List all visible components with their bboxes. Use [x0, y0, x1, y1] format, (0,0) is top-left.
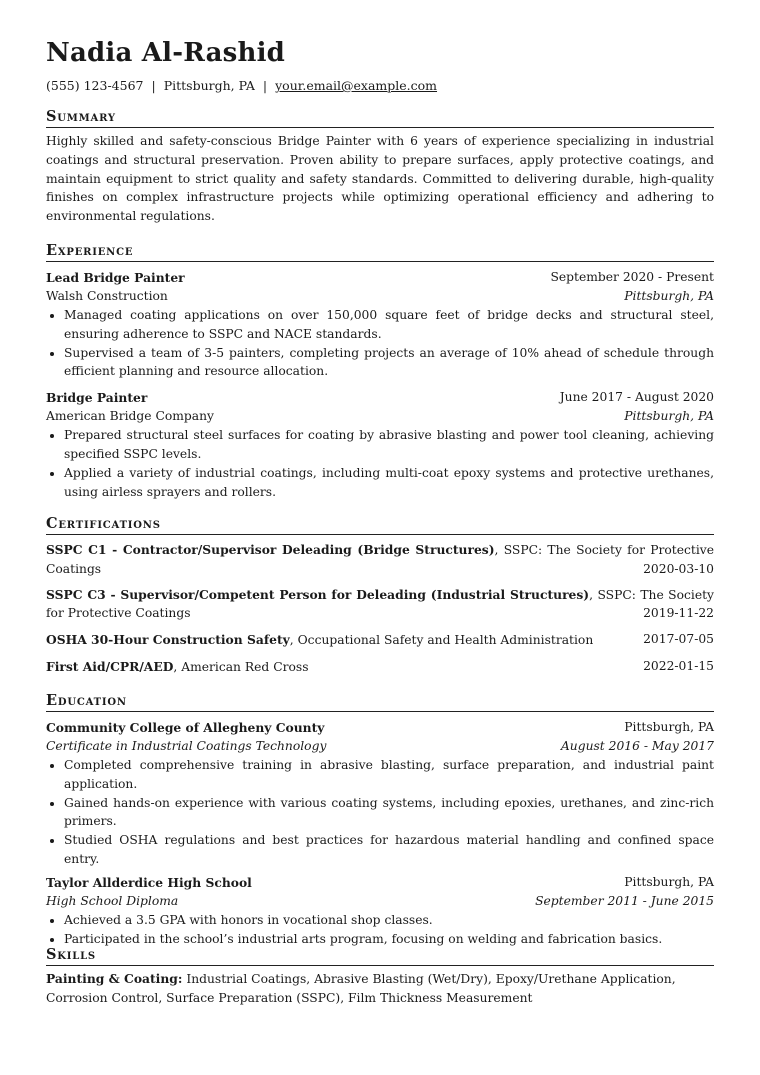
section-title: Skills	[46, 946, 714, 966]
phone: (555) 123-4567	[46, 78, 144, 93]
separator: |	[151, 78, 156, 93]
location: Pittsburgh, PA	[163, 78, 255, 93]
certification-issuer: , SSPC: The Society for Protective Coatings	[46, 587, 714, 621]
job-company: Walsh Construction	[46, 289, 168, 303]
education-dates: September 2011 - June 2015	[535, 893, 714, 908]
certification-name: SSPC C1 - Contractor/Supervisor Deleading (Bridge Structures)	[46, 542, 495, 557]
job-role: Bridge Painter	[46, 390, 148, 406]
certification-name: SSPC C3 - Supervisor/Competent Person for Deleading (Industrial Structures)	[46, 586, 590, 602]
separator: |	[262, 78, 268, 93]
school-name: Community College of Allegheny County	[46, 720, 325, 735]
education-section	[46, 692, 714, 948]
summary-section	[46, 108, 714, 226]
section-title: Experience	[46, 242, 714, 262]
job-company: American Bridge Company	[46, 409, 214, 424]
education-bullet: • Participated in the school’s industrial arts program, focusing on welding and fabrication basics.	[64, 930, 714, 949]
certification-issuer: , American Red Cross	[173, 660, 309, 675]
certifications-section	[46, 515, 714, 677]
education-entry	[46, 718, 714, 869]
job-bullet: • Managed coating applications on over 150,000 square feet of bridge decks and structural steel, ensuring adherence to SSPC and NACE standards.	[64, 306, 714, 344]
certification-name: First Aid/CPR/AED	[46, 659, 174, 675]
education-bullet: • Studied OSHA regulations and best practices for hazardous material handling and confined space entry.	[64, 831, 714, 869]
degree: High School Diploma	[46, 893, 179, 908]
skills-category: Painting & Coating:	[46, 971, 183, 986]
job-location: Pittsburgh, PA	[624, 409, 714, 424]
contact-line	[46, 78, 437, 93]
education-bullet: • Achieved a 3.5 GPA with honors in vocational shop classes.	[64, 911, 714, 930]
education-bullet: • Gained hands-on experience with various coating systems, including epoxies, urethanes, and zinc-rich primers.	[64, 794, 714, 832]
certification-issuer: , Occupational Safety and Health Administration	[289, 633, 594, 648]
job-bullet: • Prepared structural steel surfaces for coating by abrasive blasting and power tool cleaning, achieving specified SSPC levels.	[64, 426, 714, 464]
certification-date: 2019-11-22	[643, 606, 714, 621]
certification-item	[46, 630, 714, 650]
job-entry	[46, 268, 714, 381]
certification-date: 2022-01-15	[643, 659, 714, 674]
email-link[interactable]: your.email@example.com	[275, 78, 438, 93]
skills-line	[46, 970, 714, 1008]
job-entry	[46, 388, 714, 501]
job-dates: June 2017 - August 2020	[559, 390, 714, 405]
job-dates: September 2020 - Present	[550, 270, 714, 284]
section-title: Education	[46, 692, 714, 712]
job-location: Pittsburgh, PA	[624, 289, 714, 303]
certification-item	[46, 657, 714, 677]
skills-section	[46, 946, 714, 1008]
school-location: Pittsburgh, PA	[624, 874, 714, 889]
certification-date: 2020-03-10	[643, 561, 714, 576]
skills-list: Industrial Coatings, Abrasive Blasting (Wet/Dry), Epoxy/Urethane Application, Corrosion Control, Surface Preparation (SSPC), Film Thickness Measurement	[46, 972, 676, 1005]
job-role: Lead Bridge Painter	[46, 270, 185, 285]
school-name: Taylor Allderdice High School	[46, 874, 252, 890]
certification-issuer: , SSPC: The Society for Protective Coatings	[46, 543, 714, 576]
certification-date: 2017-07-05	[643, 632, 714, 647]
experience-section	[46, 242, 714, 501]
job-bullet: • Supervised a team of 3-5 painters, completing projects an average of 10% ahead of schedule through efficient planning and resource allocation.	[64, 344, 714, 382]
section-title: Summary	[46, 108, 714, 128]
candidate-name: Nadia Al-Rashid	[46, 38, 286, 68]
education-entry	[46, 873, 714, 949]
certification-name: OSHA 30-Hour Construction Safety	[46, 632, 290, 648]
section-title: Certifications	[46, 515, 714, 535]
certification-item	[46, 586, 714, 624]
summary-text: Highly skilled and safety-conscious Bridge Painter with 6 years of experience specializing in industrial coatings and structural preservation. Proven ability to prepare surfaces, apply protective coatings, and maintain equipment to strict quality and safety standards. Committed to delivering durable, high-quality finishes on complex infrastructure projects while optimizing operational efficiency and adhering to environmental regulations.	[46, 134, 714, 224]
certification-item	[46, 541, 714, 579]
education-dates: August 2016 - May 2017	[560, 739, 714, 753]
degree: Certificate in Industrial Coatings Technology	[46, 739, 327, 753]
school-location: Pittsburgh, PA	[624, 720, 714, 734]
job-bullet: • Applied a variety of industrial coatings, including multi-coat epoxy systems and protective urethanes, using airless sprayers and rollers.	[64, 464, 714, 502]
education-bullet: • Completed comprehensive training in abrasive blasting, surface preparation, and industrial paint application.	[64, 756, 714, 794]
